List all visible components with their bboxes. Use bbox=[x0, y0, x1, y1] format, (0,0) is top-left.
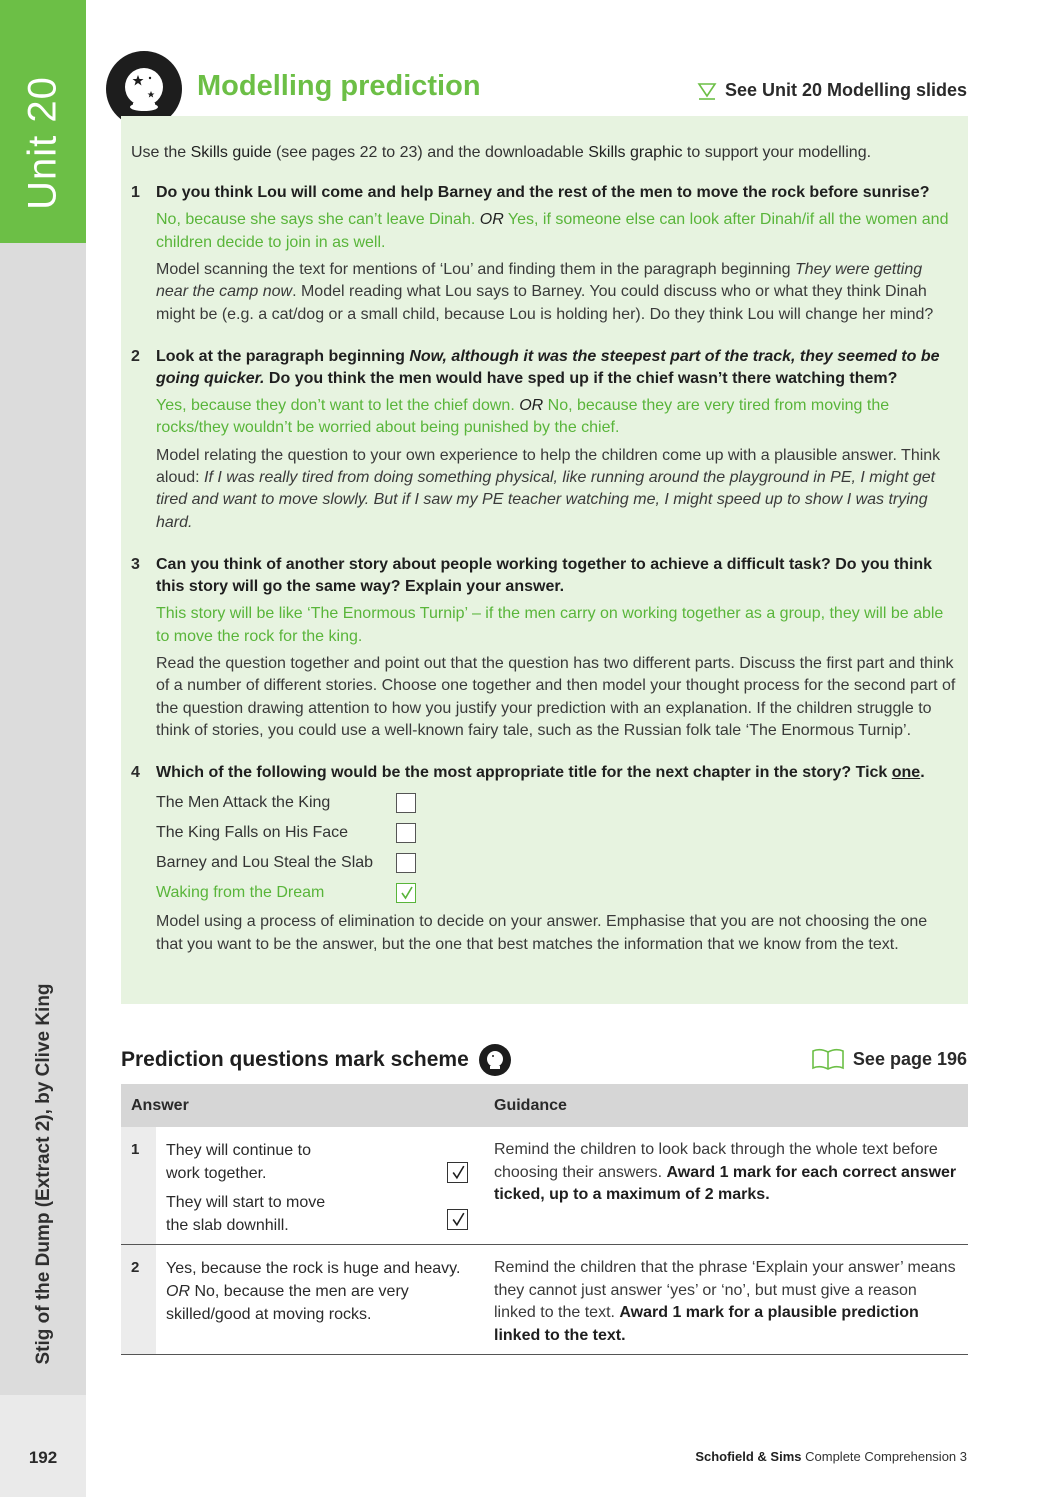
model-answer: Yes, because they don’t want to let the chief down. OR No, because they are very tired from moving the rocks/they wouldn’t be worried about being punished by the chief. bbox=[156, 396, 890, 437]
question-text: Do you think Lou will come and help Barney and the rest of the men to move the rock before sunrise? bbox=[156, 184, 930, 201]
tick-box[interactable] bbox=[396, 793, 416, 813]
unit-label: Unit 20 bbox=[20, 76, 65, 210]
answer-cell: Yes, because the rock is huge and heavy. OR No, because the men are very skilled/good at moving rocks. bbox=[166, 1260, 461, 1323]
page-number-area bbox=[0, 1395, 86, 1497]
tick-box-checked[interactable] bbox=[447, 1162, 468, 1183]
column-header-guidance: Guidance bbox=[494, 1096, 567, 1114]
crystal-ball-icon bbox=[479, 1044, 511, 1076]
intro-text: Use the Skills guide (see pages 22 to 23) and the downloadable Skills graphic to support your modelling. bbox=[131, 144, 872, 161]
book-title-label: Stig of the Dump (Extract 2), by Clive King bbox=[33, 983, 54, 1365]
unit-tab bbox=[0, 0, 86, 243]
modelling-guidance: Read the question together and point out that the question has two different parts. Discuss the first part and think of a number of different stories. Choose one together and then model your thought process for the second part of the question drawing attention to how you justify your prediction with an explanation. If the children struggle to think of stories, you could use a well-known fairy tale, such as the Russian folk tale ‘The Enormous Turnip’. bbox=[156, 655, 956, 739]
checkmark-icon bbox=[399, 885, 415, 901]
question-number: 4 bbox=[131, 764, 140, 782]
sidebar bbox=[0, 0, 86, 1497]
table-row bbox=[121, 1127, 968, 1245]
question-text: Look at the paragraph beginning Now, although it was the steepest part of the track, they seemed to be going quicker. Do you think the men would have sped up if the chief wasn’t there watching them? bbox=[156, 347, 940, 387]
tick-box[interactable] bbox=[396, 823, 416, 843]
footer-credit: Schofield & Sims Complete Comprehension 3 bbox=[695, 1449, 967, 1464]
modelling-guidance: Model using a process of elimination to decide on your answer. Emphasise that you are not choosing the one that you want to be the answer, but the one that best matches the information that we know from the text. bbox=[156, 913, 928, 953]
option-label: Barney and Lou Steal the Slab bbox=[156, 854, 374, 872]
tick-options bbox=[156, 788, 958, 908]
checkmark-icon bbox=[450, 1164, 467, 1181]
question-number: 2 bbox=[131, 347, 140, 365]
skills-graphic-ref: Skills graphic bbox=[588, 144, 683, 161]
slides-icon bbox=[697, 81, 717, 101]
see-page-link[interactable] bbox=[811, 1048, 967, 1070]
page-title: Modelling prediction bbox=[197, 70, 481, 102]
question-text: Which of the following would be the most appropriate title for the next chapter in the story? Tick one. bbox=[156, 764, 925, 782]
skills-guide-ref: Skills guide bbox=[190, 144, 272, 161]
table-row bbox=[121, 1245, 968, 1355]
question-text: Can you think of another story about people working together to achieve a difficult task? Do you think this story will go the same way? Explain your answer. bbox=[156, 556, 933, 596]
model-answer: No, because she says she can’t leave Dinah. OR Yes, if someone else can look after Dinah/if all the women and children decide to join in as well. bbox=[156, 211, 949, 251]
table-header bbox=[121, 1084, 968, 1127]
mark-scheme-title: Prediction questions mark scheme bbox=[121, 1044, 511, 1076]
guidance-cell: Remind the children that the phrase ‘Explain your answer’ means they cannot just answer ‘yes’ or ‘no’, but must give a reason linked to the text. Award 1 mark for a plausible prediction linked to the text. bbox=[494, 1259, 956, 1344]
page-number: 192 bbox=[28, 1448, 58, 1467]
question-number: 1 bbox=[131, 184, 140, 201]
modelling-guidance: Model relating the question to your own experience to help the children come up with a plausible answer. Think aloud: If I was really tired from doing something physical, like running around the playground in PE, I might get tired and want to move slowly. But if I saw my PE teacher watching me, I might speed up to show I was trying hard. bbox=[156, 446, 941, 531]
row-number: 1 bbox=[121, 1127, 156, 1244]
option-label: The Men Attack the King bbox=[156, 794, 331, 812]
see-page-label: See page 196 bbox=[852, 1048, 967, 1069]
answer-item: They will continue to work together. bbox=[166, 1139, 476, 1185]
question-4 bbox=[131, 762, 958, 956]
tick-box[interactable] bbox=[396, 853, 416, 873]
mark-scheme-table bbox=[121, 1084, 968, 1355]
modelling-panel bbox=[121, 116, 968, 1004]
see-slides-label: See Unit 20 Modelling slides bbox=[724, 80, 967, 100]
modelling-guidance: Model scanning the text for mentions of ‘Lou’ and finding them in the paragraph beginning They were getting near the camp now. Model reading what Lou says to Barney. You could discuss who or what they think Dinah might be (e.g. a cat/dog or a small child, because Lou is holding her). Do they think Lou will change her mind? bbox=[156, 261, 934, 323]
question-2 bbox=[131, 346, 958, 534]
book-icon bbox=[811, 1048, 845, 1070]
answer-cell bbox=[156, 1127, 484, 1244]
option-label: Waking from the Dream bbox=[156, 884, 325, 902]
question-number: 3 bbox=[131, 556, 140, 574]
tick-option bbox=[156, 848, 958, 878]
tick-option bbox=[156, 788, 958, 818]
tick-option-correct bbox=[156, 878, 958, 908]
option-label: The King Falls on His Face bbox=[156, 824, 349, 842]
question-1 bbox=[131, 182, 958, 326]
guidance-cell: Remind the children to look back through the whole text before choosing their answers. Award 1 mark for each correct answer ticked, up to a maximum of 2 marks. bbox=[494, 1141, 957, 1203]
tick-box-checked[interactable] bbox=[396, 883, 416, 903]
answer-item: They will start to move the slab downhill. bbox=[166, 1191, 476, 1237]
model-answer: This story will be like ‘The Enormous Turnip’ – if the men carry on working together as a group, they will be able to move the rock for the king. bbox=[156, 605, 944, 645]
column-header-answer: Answer bbox=[131, 1096, 189, 1114]
see-slides-link[interactable] bbox=[697, 80, 967, 101]
tick-option bbox=[156, 818, 958, 848]
tick-box-checked[interactable] bbox=[447, 1209, 468, 1230]
checkmark-icon bbox=[450, 1211, 467, 1228]
row-number: 2 bbox=[121, 1245, 156, 1354]
question-3 bbox=[131, 554, 958, 742]
